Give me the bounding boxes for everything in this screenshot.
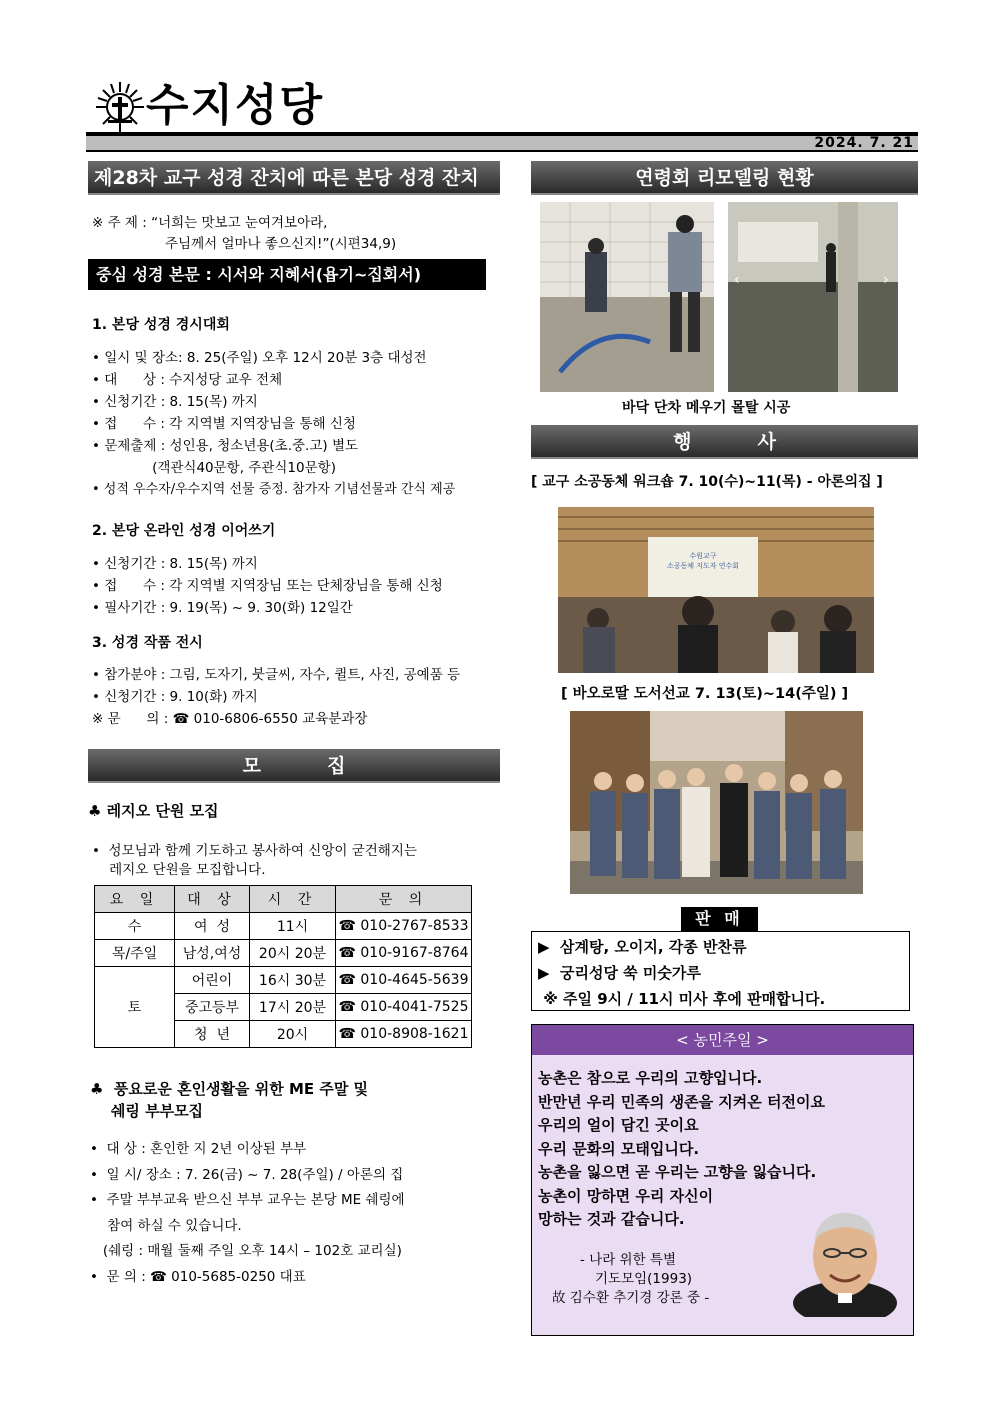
cell-day: 수 [95, 913, 175, 940]
section2-item: • 접 수 : 각 지역별 지역장님 또는 단체장님을 통해 신청 [92, 578, 443, 594]
cell-day: 토 [95, 967, 175, 1048]
farmers-line: 농촌은 참으로 우리의 고향입니다. [538, 1069, 763, 1087]
section3-item: ※ 문 의 : ☎ 010-6806-6550 교육분과장 [92, 711, 368, 727]
legio-desc-2: 레지오 단원을 모집합니다. [92, 862, 266, 878]
event2-caption: [ 바오로딸 도서선교 7. 13(토)~14(주일) ] [561, 686, 849, 702]
date-bar [86, 136, 918, 152]
remodel-photo-1 [540, 202, 714, 392]
me-item: • 일 시/ 장소 : 7. 26(금) ~ 7. 28(주일) / 아론의 집 [90, 1166, 404, 1183]
sale-item: ▶ 삼계탕, 오이지, 각종 반찬류 [538, 938, 747, 956]
cell-target: 남성,여성 [175, 940, 250, 967]
section2-item: • 신청기간 : 8. 15(목) 까지 [92, 556, 258, 572]
column-header-target: 대 상 [175, 886, 250, 913]
legio-heading: ♣ 레지오 단원 모집 [88, 802, 219, 820]
table-row [95, 967, 472, 994]
remodel-photo-2 [728, 202, 898, 392]
svg-text:›: › [883, 272, 889, 288]
remodel-photo-1-image [540, 202, 714, 392]
section2-heading: 2. 본당 온라인 성경 이어쓰기 [92, 523, 276, 539]
column-header-day: 요 일 [95, 886, 175, 913]
table-header-row [95, 886, 472, 913]
section1-item: (객관식40문항, 주관식10문항) [92, 460, 336, 476]
section1-item: • 일시 및 장소: 8. 25(주일) 오후 12시 20분 3층 대성전 [92, 350, 427, 366]
section1-heading: 1. 본당 성경 경시대회 [92, 317, 230, 333]
section3-list [92, 664, 460, 730]
farmers-sunday-box [531, 1024, 914, 1336]
farmers-source-3: 故 김수환 추기경 강론 중 - [552, 1290, 710, 1306]
farmers-line: 망하는 것과 같습니다. [538, 1210, 685, 1228]
theme-line-1: ※ 주 제 : “너희는 맛보고 눈여겨보아라, [92, 215, 328, 231]
me-item: (쉐링 : 매월 둘째 주일 오후 14시 – 102호 교리실) [90, 1243, 402, 1259]
section1-item: • 대 상 : 수지성당 교우 전체 [92, 372, 283, 388]
sale-title: 판 매 [681, 907, 758, 931]
remodel-title-bar: 연령회 리모델링 현황 [531, 161, 918, 195]
section1-item: • 문제출제 : 성인용, 청소년용(초.중.고) 별도 [92, 438, 359, 454]
cell-contact: ☎ 010-4041-7525 [336, 994, 472, 1021]
cell-time: 17시 20분 [250, 994, 336, 1021]
me-item: • 주말 부부교육 받으신 부부 교우는 본당 ME 쉐링에 [90, 1192, 405, 1208]
event2-photo [570, 711, 863, 894]
me-list [90, 1137, 405, 1290]
section3-item: • 신청기간 : 9. 10(화) 까지 [92, 689, 258, 705]
sale-item: ※ 주일 9시 / 11시 미사 후에 판매합니다. [538, 990, 826, 1008]
section1-item: • 접 수 : 각 지역별 지역장님을 통해 신청 [92, 416, 356, 432]
cardinal-portrait [790, 1201, 900, 1317]
section2-list [92, 553, 443, 619]
table-row [95, 913, 472, 940]
cell-target: 여 성 [175, 913, 250, 940]
farmers-source-1: - 나라 위한 특별 [580, 1252, 676, 1268]
remodel-photo-2-image [728, 202, 898, 392]
event1-photo-image [558, 507, 874, 673]
cell-target: 청 년 [175, 1021, 250, 1048]
event1-slide-text [660, 551, 746, 571]
me-heading-2: 쉐링 부부모집 [90, 1102, 204, 1120]
legio-schedule-table [94, 885, 472, 1048]
table-row [95, 940, 472, 967]
event-title-bar: 제28차 교구 성경 잔치에 따른 본당 성경 잔치 [88, 161, 500, 195]
theme-line-2: 주님께서 얼마나 좋으신지!”(시편34,9) [165, 236, 397, 252]
section1-item: • 성적 우수자/우수지역 선물 증정. 참가자 기념선물과 간식 제공 [92, 482, 456, 497]
cell-time: 16시 30분 [250, 967, 336, 994]
event1-slide-line: 소공동체 지도자 연수회 [666, 562, 740, 570]
me-item: • 대 상 : 혼인한 지 2년 이상된 부부 [90, 1141, 307, 1157]
section1-list [92, 347, 455, 501]
cell-target: 어린이 [175, 967, 250, 994]
cell-time: 20시 [250, 1021, 336, 1048]
sun-cross-icon [92, 78, 148, 136]
cell-time: 11시 [250, 913, 336, 940]
issue-date: 2024. 7. 21 [814, 135, 914, 151]
events-title-bar: 행 사 [531, 425, 918, 459]
event1-slide-line: 수원교구 [689, 552, 717, 560]
section3-heading: 3. 성경 작품 전시 [92, 635, 203, 651]
sale-box [531, 931, 910, 1011]
cell-contact: ☎ 010-8908-1621 [336, 1021, 472, 1048]
farmers-line: 반만년 우리 민족의 생존을 지켜온 터전이요 [538, 1092, 825, 1111]
section2-item: • 필사기간 : 9. 19(목) ~ 9. 30(화) 12일간 [92, 600, 353, 616]
farmers-line: 우리 문화의 모태입니다. [538, 1139, 700, 1158]
section1-item: • 신청기간 : 8. 15(목) 까지 [92, 394, 258, 410]
event1-caption: [ 교구 소공동체 워크숍 7. 10(수)~11(목) - 아론의집 ] [531, 474, 883, 490]
core-text-title: 중심 성경 본문 : 시서와 지혜서(욥기~집회서) [88, 259, 486, 290]
farmers-sunday-body [532, 1055, 913, 1335]
cell-day: 목/주일 [95, 940, 175, 967]
column-header-time: 시 간 [250, 886, 336, 913]
farmers-line: 우리의 얼이 담긴 곳이요 [538, 1116, 699, 1134]
svg-text:‹: ‹ [734, 272, 740, 288]
farmers-line: 농촌을 잃으면 곧 우리는 고향을 잃습니다. [538, 1163, 817, 1181]
me-heading-1: ♣ 풍요로운 혼인생활을 위한 ME 주말 및 [90, 1080, 369, 1098]
cell-contact: ☎ 010-2767-8533 [336, 913, 472, 940]
parish-name: 수지성당 [146, 80, 325, 131]
event2-photo-image [570, 711, 863, 894]
cell-time: 20시 20분 [250, 940, 336, 967]
column-header-contact: 문 의 [336, 886, 472, 913]
recruit-title-bar: 모 집 [88, 749, 500, 783]
me-item: • 문 의 : ☎ 010-5685-0250 대표 [90, 1268, 306, 1285]
farmers-sunday-title: < 농민주일 > [532, 1025, 913, 1055]
cell-contact: ☎ 010-4645-5639 [336, 967, 472, 994]
me-item: 참여 하실 수 있습니다. [90, 1217, 242, 1234]
sale-item: ▶ 궁리성당 쑥 미숫가루 [538, 964, 701, 982]
section3-item: • 참가분야 : 그림, 도자기, 붓글씨, 자수, 퀼트, 사진, 공예품 등 [92, 667, 461, 683]
cell-contact: ☎ 010-9167-8764 [336, 940, 472, 967]
event1-photo [558, 507, 874, 673]
farmers-source-2: 기도모임(1993) [595, 1271, 693, 1287]
cell-target: 중고등부 [175, 994, 250, 1021]
remodel-caption: 바닥 단차 메우기 몰탈 시공 [622, 400, 791, 416]
farmers-line: 농촌이 망하면 우리 자신이 [538, 1186, 714, 1205]
legio-desc-1: • 성모님과 함께 기도하고 봉사하여 신앙이 굳건해지는 [92, 843, 417, 859]
